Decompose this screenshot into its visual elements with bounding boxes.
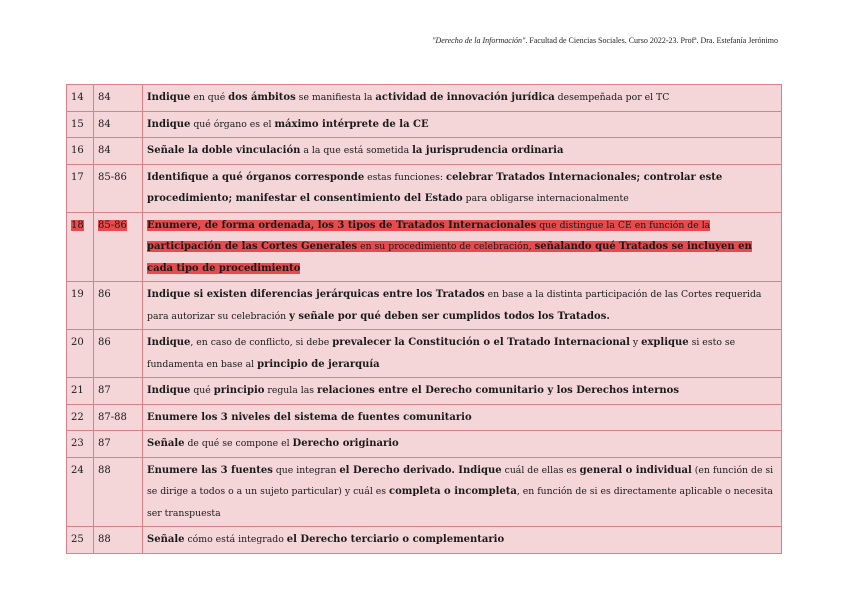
bold-text: Derecho originario <box>292 438 399 449</box>
question-text <box>143 85 782 112</box>
plain-text: , en función de si es directamente aplicable o necesita ser transpuesta <box>147 486 773 519</box>
question-text <box>143 212 782 282</box>
page-reference: 84 <box>94 111 143 138</box>
question-text <box>143 111 782 138</box>
question-text <box>143 527 782 554</box>
page-reference: 88 <box>94 527 143 554</box>
plain-text: para obligarse internacionalmente <box>462 193 629 204</box>
page-reference: 84 <box>94 85 143 112</box>
course-title: "Derecho de la Información" <box>432 36 526 45</box>
question-text <box>143 431 782 458</box>
plain-text: (en función de si se dirige a todos o a un sujeto particular) y cuál es <box>147 464 774 497</box>
question-number: 19 <box>67 282 94 330</box>
bold-text: el Derecho derivado. Indique <box>339 464 502 476</box>
plain-text: en base a la distinta participación de las Cortes requerida para autorizar su celebración <box>147 289 762 322</box>
table-row <box>67 138 782 165</box>
page-reference: 88 <box>94 457 143 527</box>
table-row <box>67 404 782 431</box>
question-number: 23 <box>67 431 94 458</box>
question-number: 16 <box>67 138 94 165</box>
bold-text: participación de las Cortes Generales <box>147 241 358 252</box>
bold-text: completa o incompleta <box>388 486 517 497</box>
table-row <box>67 85 782 112</box>
bold-text: relaciones entre el Derecho comunitario y los Derechos internos <box>316 385 679 396</box>
plain-text: y <box>629 337 642 348</box>
page-reference: 87 <box>94 431 143 458</box>
question-text <box>143 164 782 212</box>
page-reference: 86 <box>94 330 143 378</box>
question-number: 25 <box>67 527 94 554</box>
question-text <box>143 404 782 431</box>
question-number: 21 <box>67 378 94 405</box>
bold-text: Indique <box>147 92 191 103</box>
plain-text: a la que está sometida <box>300 145 413 156</box>
bold-text: Indique <box>147 118 191 130</box>
question-text <box>143 378 782 405</box>
plain-text: estas funciones: <box>364 171 446 183</box>
bold-text: dos ámbitos <box>228 92 296 103</box>
page-reference: 85-86 <box>94 212 143 282</box>
bold-text: Enumere las 3 fuentes <box>147 464 273 476</box>
page-reference: 84 <box>94 138 143 165</box>
plain-text: si esto se fundamenta en base al <box>147 337 736 370</box>
plain-text: qué <box>190 385 214 396</box>
course-details: . Facultad de Ciencias Sociales. Curso 2022-23. Profª. Dra. Estefanía Jerónimo <box>525 36 778 45</box>
table-row <box>67 527 782 554</box>
bold-text: Señale la doble vinculación <box>147 145 301 156</box>
bold-text: el Derecho terciario o complementario <box>286 534 505 545</box>
table-row <box>67 212 782 282</box>
questions-table-body <box>67 85 782 554</box>
bold-text: Señale <box>147 438 185 449</box>
bold-text: Indique <box>147 337 191 348</box>
bold-text: Indique si existen diferencias jerárquicas entre los Tratados <box>147 289 485 300</box>
plain-text: que integran <box>272 464 340 476</box>
plain-text: cómo está integrado <box>184 534 287 545</box>
table-row <box>67 431 782 458</box>
question-text <box>143 330 782 378</box>
question-number: 18 <box>67 212 94 282</box>
question-text <box>143 138 782 165</box>
bold-text: Señale <box>147 534 185 545</box>
plain-text: cuál de ellas es <box>501 464 580 476</box>
plain-text: de qué se compone el <box>184 438 293 449</box>
bold-text: Enumere los 3 niveles del sistema de fuentes comunitario <box>147 411 472 423</box>
question-text <box>143 457 782 527</box>
plain-text: que distingue la CE en función de la <box>536 219 711 231</box>
page-reference: 87-88 <box>94 404 143 431</box>
plain-text: , en caso de conflicto, si debe <box>190 337 333 348</box>
bold-text: máximo intérprete de la CE <box>274 118 429 130</box>
table-row <box>67 282 782 330</box>
question-number: 24 <box>67 457 94 527</box>
table-row <box>67 111 782 138</box>
question-number: 20 <box>67 330 94 378</box>
bold-text: general o individual <box>579 464 692 476</box>
question-number: 17 <box>67 164 94 212</box>
page-header <box>432 36 778 45</box>
bold-text: Indique <box>147 385 191 396</box>
questions-table <box>66 84 782 554</box>
plain-text: desempeñada por el TC <box>554 92 670 103</box>
bold-text: principio de jerarquía <box>257 358 380 370</box>
bold-text: prevalecer la Constitución o el Tratado Internacional <box>332 337 630 348</box>
bold-text: Identifique a qué órganos corresponde <box>147 171 365 183</box>
question-text <box>143 282 782 330</box>
bold-text: la jurisprudencia ordinaria <box>412 145 564 156</box>
bold-text: señalando qué Tratados se incluyen en cada tipo de procedimiento <box>147 241 752 274</box>
bold-text: actividad de innovación jurídica <box>375 92 555 103</box>
bold-text: Enumere, de forma ordenada, los 3 tipos de Tratados Internacionales <box>147 219 537 231</box>
plain-text: en su procedimiento de celebración, <box>357 241 535 252</box>
question-number: 14 <box>67 85 94 112</box>
table-row <box>67 378 782 405</box>
bold-text: celebrar Tratados Internacionales; controlar este procedimiento; manifestar el consentimiento del Estado <box>147 171 723 204</box>
bold-text: explique <box>641 337 689 348</box>
table-row <box>67 330 782 378</box>
page-reference: 86 <box>94 282 143 330</box>
table-row <box>67 457 782 527</box>
question-number: 15 <box>67 111 94 138</box>
bold-text: principio <box>213 385 265 396</box>
page-reference: 87 <box>94 378 143 405</box>
bold-text: y señale por qué deben ser cumplidos todos los Tratados. <box>289 310 610 322</box>
page-reference: 85-86 <box>94 164 143 212</box>
plain-text: en qué <box>190 92 229 103</box>
plain-text: regula las <box>264 385 317 396</box>
plain-text: qué órgano es el <box>190 118 275 130</box>
plain-text: se manifiesta la <box>295 92 376 103</box>
table-row <box>67 164 782 212</box>
question-number: 22 <box>67 404 94 431</box>
